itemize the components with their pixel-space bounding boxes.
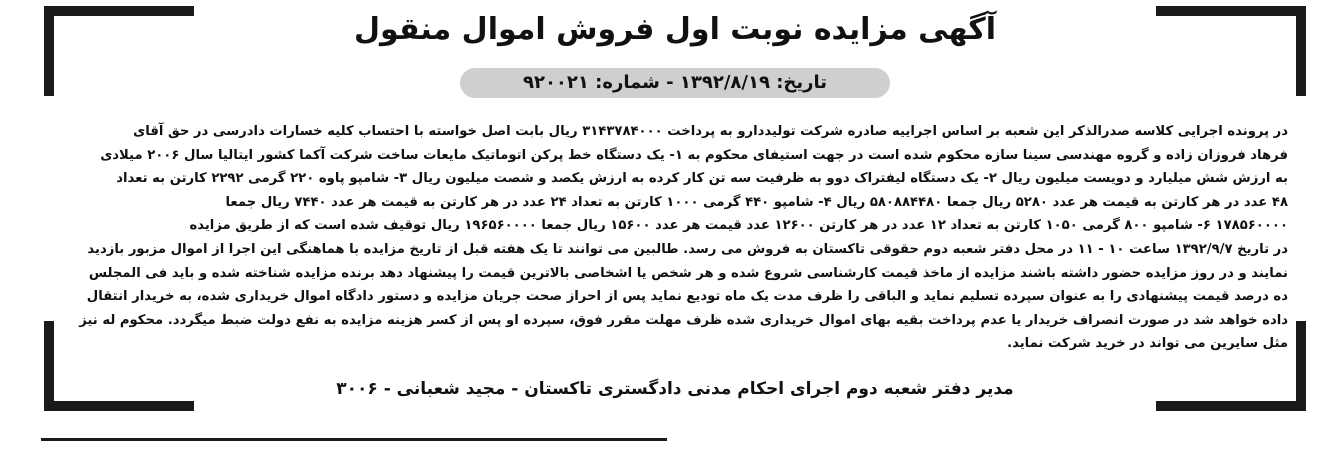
body-line: نمایند و در روز مزایده حضور داشته باشند مزایده از ماخذ قیمت کارشناسی شروع شده و هر شخص یا اشخاصی بالاترین قیمت را پیشنهاد دهد برنده مزایده شناخته شده و باید فی المجلس bbox=[88, 265, 1288, 281]
body-line: ۴۸ عدد در هر کارتن به قیمت هر عدد ۵۲۸۰ ریال جمعا ۵۸۰۸۸۴۴۸۰ ریال ۴- شامپو ۴۴۰ گرمی ۱۰۰۰ کارتن به تعداد ۲۴ عدد در هر کارتن به قیمت هر عدد ۷۴۴۰ ریال جمعا bbox=[225, 194, 1288, 210]
body-line: به ارزش شش میلیارد و دویست میلیون ریال ۲- یک دستگاه لیفتراک دوو به ظرفیت سه تن کار کرده به ارزش یکصد و شصت میلیون ریال ۳- شامپو پاوه ۲۲۰ گرمی ۲۲۹۲ کارتن به تعداد bbox=[116, 171, 1288, 187]
body-line: فرهاد فروزان زاده و گروه مهندسی سینا سازه محکوم شده است در جهت استیفای محکوم به ۱- یک دستگاه خط پرکن اتوماتیک مایعات ساخت شرکت آکما کشور ایتالیا سال ۲۰۰۶ میلادی bbox=[100, 147, 1288, 163]
body-line: داده خواهد شد در صورت انصراف خریدار یا عدم پرداخت بقیه بهای اموال خریداری شده ظرف مهلت مقرر فوق، سپرده او پس از کسر هزینه مزایده به نفع دولت ضبط میگردد. محکوم له نیز bbox=[79, 312, 1288, 328]
frame-corner-bottom-left bbox=[44, 401, 194, 411]
notice-body bbox=[68, 120, 1288, 356]
signature-line: مدیر دفتر شعبه دوم اجرای احکام مدنی دادگستری تاکستان - مجید شعبانی - ۳۰۰۶ bbox=[336, 379, 1014, 399]
date-number-badge: تاریخ: ۱۳۹۲/۸/۱۹ - شماره: ۹۲۰۰۲۱ bbox=[460, 68, 890, 98]
body-line: در پرونده اجرایی کلاسه صدرالذکر این شعبه بر اساس اجراییه صادره شرکت تولیددارو به پرداخت ۳۱۴۳۷۸۴۰۰۰ ریال بابت اصل خواسته با احتساب کلیه خسارات دادرسی در حق آقای bbox=[133, 124, 1288, 139]
body-line: مثل سایرین می تواند در خرید شرکت نماید. bbox=[1007, 336, 1288, 352]
frame-corner-bottom-right bbox=[1156, 401, 1306, 411]
body-line: ده درصد قیمت پیشنهادی را به عنوان سپرده تسلیم نماید و الباقی را ظرف مدت یک ماه تودیع نماید پس از احراز صحت جریان مزایده و دستور دادگاه اموال خریداری شده، به خریدار انتقال bbox=[86, 289, 1288, 305]
body-line: ۱۷۸۵۶۰۰۰۰ ۶- شامپو ۸۰۰ گرمی ۱۰۵۰ کارتن به تعداد ۱۲ عدد در هر کارتن ۱۲۶۰۰ عدد قیمت هر عدد ۱۵۶۰۰ ریال جمعا ۱۹۶۵۶۰۰۰۰ ریال توقیف شده است که از طریق مزایده bbox=[189, 218, 1288, 234]
body-line: در تاریخ ۱۳۹۲/۹/۷ ساعت ۱۰ - ۱۱ در محل دفتر شعبه دوم حقوقی تاکستان به فروش می رسد. طالبین می توانند تا یک هفته قبل از تاریخ مزایده با هماهنگی این اجرا از اموال مزبور بازدید bbox=[87, 241, 1288, 257]
auction-notice bbox=[44, 6, 1306, 411]
separator-rule bbox=[41, 438, 667, 441]
notice-title: آگهی مزایده نوبت اول فروش اموال منقول bbox=[353, 12, 996, 47]
